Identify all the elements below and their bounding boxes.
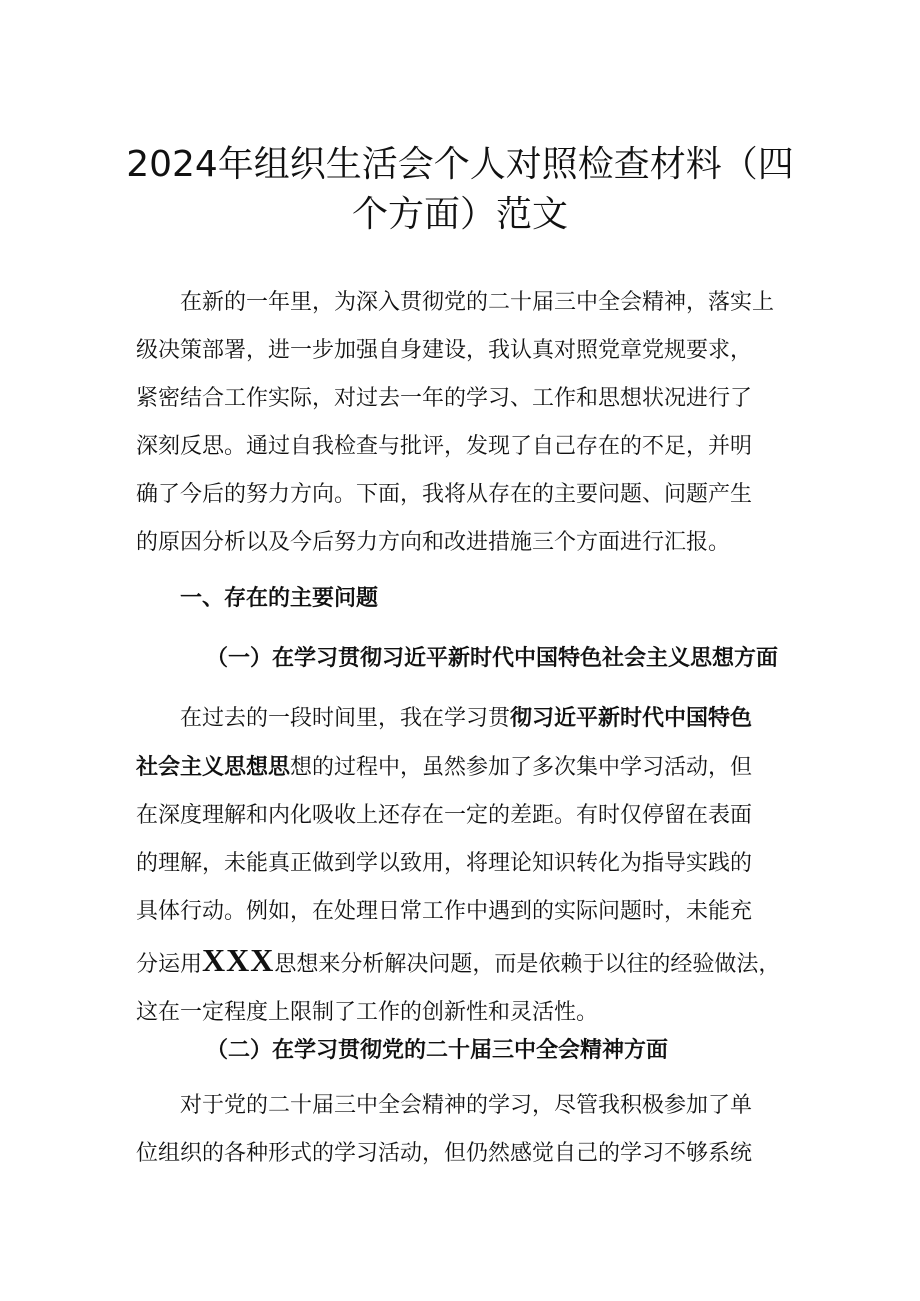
intro-line: 深刻反思。通过自我检查与批评，发现了自己存在的不足，并明 <box>136 434 753 459</box>
document-title-line-2: 个方面）范文 <box>351 194 568 235</box>
paragraph-line: 对于党的二十届三中全会精神的学习，尽管我积极参加了单 <box>180 1093 753 1118</box>
paragraph-line: 这在一定程度上限制了工作的创新性和灵活性。 <box>136 1000 599 1025</box>
paragraph-line <box>136 936 796 989</box>
paragraph-line <box>136 694 796 743</box>
document-title-line-1: 2024年组织生活会个人对照检查材料（四 <box>126 144 794 185</box>
text-normal: 思想来分析解决问题，而是依赖于以往的经验做法， <box>274 952 781 977</box>
subsection-2-paragraph <box>136 1082 796 1178</box>
text-bold: 社会主义思想思 <box>136 754 291 780</box>
section-1-heading: 一、存在的主要问题 <box>180 585 379 611</box>
intro-line: 级决策部署，进一步加强自身建设，我认真对照党章党规要求， <box>136 338 753 363</box>
placeholder-xxx: XXX <box>202 942 275 978</box>
intro-line: 确了今后的努力方向。下面，我将从存在的主要问题、问题产生 <box>136 482 753 507</box>
text-normal: 在过去的一段时间里，我在学习贯 <box>180 706 511 731</box>
subsection-1-heading: （一）在学习贯彻习近平新时代中国特色社会主义思想方面 <box>206 645 779 671</box>
paragraph-line: 位组织的各种形式的学习活动，但仍然感觉自己的学习不够系统 <box>136 1141 753 1166</box>
intro-line: 紧密结合工作实际，对过去一年的学习、工作和思想状况进行了 <box>136 386 753 411</box>
paragraph-line: 的理解，未能真正做到学以致用，将理论知识转化为指导实践的 <box>136 851 753 876</box>
text-normal: 想的过程中，虽然参加了多次集中学习活动，但 <box>290 755 753 780</box>
paragraph-line: 具体行动。例如，在处理日常工作中遇到的实际问题时，未能充 <box>136 899 753 924</box>
intro-line: 的原因分析以及今后努力方向和改进措施三个方面进行汇报。 <box>136 530 731 555</box>
text-normal: 分运用 <box>136 952 203 977</box>
subsection-1-paragraph <box>136 694 796 1037</box>
intro-line: 在新的一年里，为深入贯彻党的二十届三中全会精神，落实上 <box>180 290 775 315</box>
paragraph-line <box>136 743 796 792</box>
subsection-2-heading: （二）在学习贯彻党的二十届三中全会精神方面 <box>206 1037 669 1063</box>
paragraph-line: 在深度理解和内化吸收上还存在一定的差距。有时仅停留在表面 <box>136 803 753 828</box>
text-bold: 彻习近平新时代中国特色 <box>510 705 753 731</box>
intro-paragraph <box>136 279 796 567</box>
